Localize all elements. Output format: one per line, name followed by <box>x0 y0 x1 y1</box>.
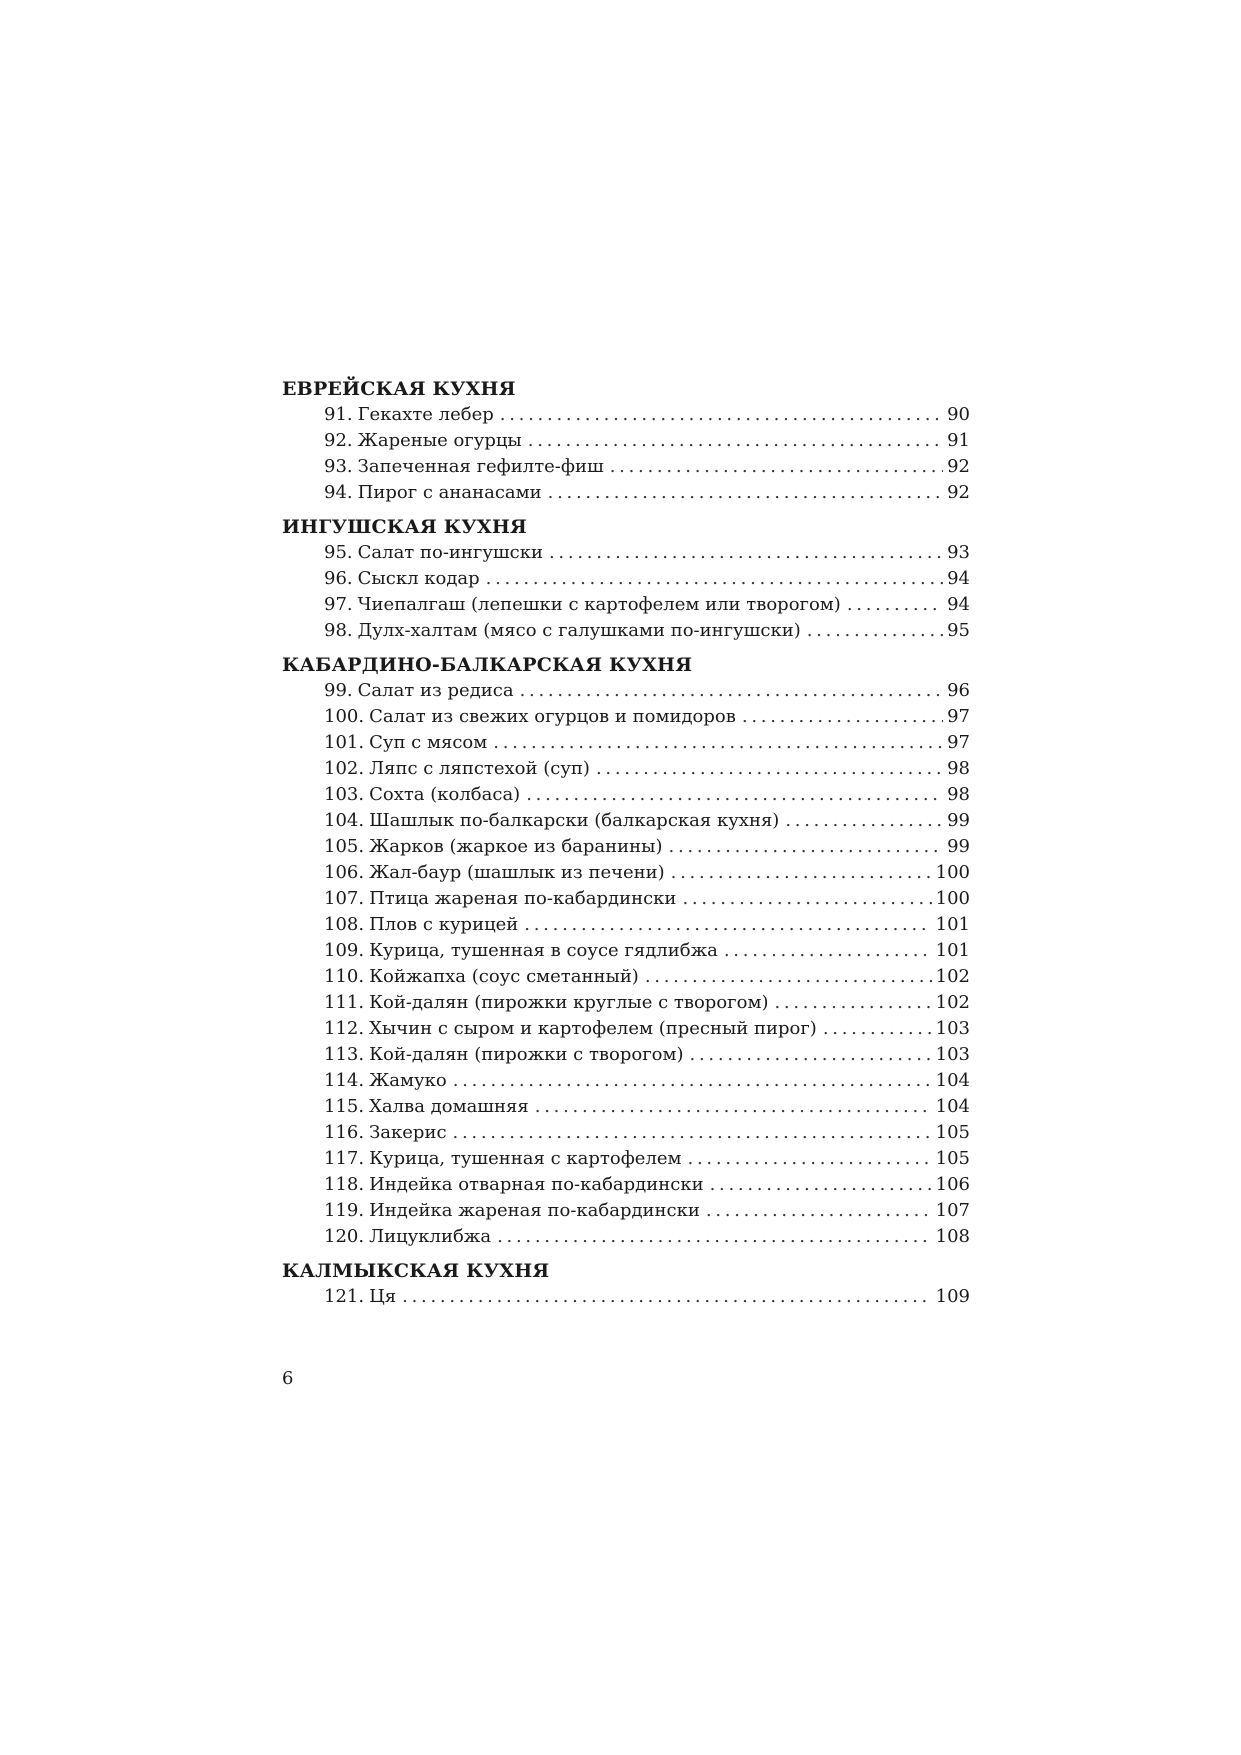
dot-leader <box>645 964 932 990</box>
entry-title: Суп с мясом <box>369 732 488 753</box>
toc-entry <box>282 730 970 756</box>
entry-number: 111. <box>324 992 365 1013</box>
dot-leader <box>524 912 931 938</box>
dot-leader <box>549 540 943 566</box>
entry-title: Кой-далян (пирожки с творогом) <box>369 1044 684 1065</box>
dot-leader <box>486 566 943 592</box>
entry-page: 106 <box>935 1174 970 1195</box>
entry-number: 110. <box>324 966 365 987</box>
toc-entry <box>282 938 970 964</box>
entry-number: 101. <box>324 732 365 753</box>
dot-leader <box>402 1284 932 1310</box>
dot-leader <box>724 938 932 964</box>
entry-title: Пирог с ананасами <box>357 482 542 503</box>
entry-number: 117. <box>324 1148 365 1169</box>
entry-number: 114. <box>324 1070 365 1091</box>
dot-leader <box>493 730 943 756</box>
toc-entry <box>282 1198 970 1224</box>
toc-entry <box>282 964 970 990</box>
entry-number: 105. <box>324 836 365 857</box>
entry-title: Халва домашняя <box>369 1096 529 1117</box>
toc-entry <box>282 1068 970 1094</box>
entry-title: Койжапха (соус сметанный) <box>369 966 639 987</box>
entry-page: 101 <box>935 914 970 935</box>
dot-leader <box>610 454 943 480</box>
dot-leader <box>500 402 943 428</box>
entry-page: 103 <box>935 1018 970 1039</box>
toc-entry <box>282 454 970 480</box>
entry-number: 118. <box>324 1174 365 1195</box>
entry-title: Дулх-халтам (мясо с галушками по-ингушски) <box>357 620 801 641</box>
toc-entry <box>282 1094 970 1120</box>
toc-entry <box>282 540 970 566</box>
entry-number: 113. <box>324 1044 365 1065</box>
dot-leader <box>453 1068 932 1094</box>
entry-title: Жамуко <box>369 1070 447 1091</box>
toc-entry <box>282 678 970 704</box>
dot-leader <box>669 834 944 860</box>
entry-number: 94. <box>324 482 353 503</box>
toc-entry <box>282 808 970 834</box>
toc-entry <box>282 1016 970 1042</box>
entry-number: 116. <box>324 1122 365 1143</box>
entry-title: Жареные огурцы <box>357 430 522 451</box>
dot-leader <box>688 1146 932 1172</box>
dot-leader <box>823 1016 932 1042</box>
entry-page: 108 <box>935 1226 970 1247</box>
entry-page: 90 <box>947 404 970 425</box>
entry-page: 105 <box>935 1148 970 1169</box>
dot-leader <box>710 1172 932 1198</box>
entry-number: 95. <box>324 542 353 563</box>
entry-page: 95 <box>947 620 970 641</box>
toc-entry <box>282 990 970 1016</box>
entry-number: 107. <box>324 888 365 909</box>
entry-number: 98. <box>324 620 353 641</box>
entry-title: Жал-баур (шашлык из печени) <box>369 862 665 883</box>
entry-page: 96 <box>947 680 970 701</box>
entry-page: 105 <box>935 1122 970 1143</box>
toc-entry <box>282 618 970 644</box>
page-number: 6 <box>282 1368 294 1389</box>
entry-title: Салат по-ингушски <box>357 542 543 563</box>
entry-page: 94 <box>947 568 970 589</box>
entry-number: 115. <box>324 1096 365 1117</box>
dot-leader <box>453 1120 932 1146</box>
entry-page: 104 <box>935 1070 970 1091</box>
entry-page: 100 <box>935 888 970 909</box>
entry-number: 96. <box>324 568 353 589</box>
section-title: ЕВРЕЙСКАЯ КУХНЯ <box>282 378 516 400</box>
entry-number: 104. <box>324 810 365 831</box>
entry-title: Шашлык по-балкарски (балкарская кухня) <box>369 810 780 831</box>
toc-entry <box>282 886 970 912</box>
toc-entry <box>282 704 970 730</box>
toc-entry <box>282 402 970 428</box>
dot-leader <box>807 618 943 644</box>
entry-title: Жарков (жаркое из баранины) <box>369 836 663 857</box>
toc-entry <box>282 1172 970 1198</box>
entry-page: 107 <box>935 1200 970 1221</box>
entry-title: Хычин с сыром и картофелем (пресный пирог) <box>369 1018 817 1039</box>
entry-title: Индейка жареная по-кабардински <box>369 1200 700 1221</box>
dot-leader <box>520 678 944 704</box>
entry-number: 99. <box>324 680 353 701</box>
entry-title: Салат из свежих огурцов и помидоров <box>369 706 736 727</box>
toc-entry <box>282 756 970 782</box>
entry-number: 92. <box>324 430 353 451</box>
entry-number: 93. <box>324 456 353 477</box>
dot-leader <box>548 480 943 506</box>
entry-title: Ця <box>369 1286 397 1307</box>
entry-page: 97 <box>947 732 970 753</box>
entry-number: 97. <box>324 594 353 615</box>
toc-entry <box>282 566 970 592</box>
entry-title: Чиепалгаш (лепешки с картофелем или творогом) <box>357 594 841 615</box>
entry-title: Лицуклибжа <box>369 1226 492 1247</box>
entry-page: 98 <box>947 784 970 805</box>
entry-number: 121. <box>324 1286 365 1307</box>
dot-leader <box>785 808 943 834</box>
entry-title: Запеченная гефилте-фиш <box>357 456 604 477</box>
toc-entry <box>282 592 970 618</box>
entry-page: 94 <box>947 594 970 615</box>
toc-entry <box>282 428 970 454</box>
dot-leader <box>526 782 943 808</box>
entry-title: Плов с курицей <box>369 914 519 935</box>
entry-page: 92 <box>947 482 970 503</box>
dot-leader <box>535 1094 932 1120</box>
section-title: КАБАРДИНО-БАЛКАРСКАЯ КУХНЯ <box>282 654 693 676</box>
entry-title: Закерис <box>369 1122 447 1143</box>
entry-title: Салат из редиса <box>357 680 514 701</box>
dot-leader <box>671 860 932 886</box>
entry-title: Гекахте лебер <box>357 404 494 425</box>
dot-leader <box>742 704 943 730</box>
entry-page: 101 <box>935 940 970 961</box>
entry-page: 91 <box>947 430 970 451</box>
entry-page: 104 <box>935 1096 970 1117</box>
entry-page: 100 <box>935 862 970 883</box>
table-of-contents <box>282 376 970 1310</box>
toc-entry <box>282 1146 970 1172</box>
toc-entry <box>282 1120 970 1146</box>
entry-number: 112. <box>324 1018 365 1039</box>
entry-number: 109. <box>324 940 365 961</box>
entry-title: Индейка отварная по-кабардински <box>369 1174 704 1195</box>
section-title: КАЛМЫКСКАЯ КУХНЯ <box>282 1260 550 1282</box>
entry-page: 103 <box>935 1044 970 1065</box>
entry-page: 109 <box>935 1286 970 1307</box>
entry-page: 93 <box>947 542 970 563</box>
entry-number: 91. <box>324 404 353 425</box>
toc-section <box>282 514 970 644</box>
dot-leader <box>690 1042 932 1068</box>
toc-section <box>282 1258 970 1310</box>
dot-leader <box>706 1198 932 1224</box>
section-title: ИНГУШСКАЯ КУХНЯ <box>282 516 527 538</box>
entry-title: Курица, тушенная в соусе гядлибжа <box>369 940 718 961</box>
entry-page: 102 <box>935 992 970 1013</box>
entry-title: Сохта (колбаса) <box>369 784 521 805</box>
toc-entry <box>282 480 970 506</box>
dot-leader <box>847 592 943 618</box>
toc-entry <box>282 1284 970 1310</box>
entry-number: 103. <box>324 784 365 805</box>
entry-page: 102 <box>935 966 970 987</box>
entry-title: Ляпс с ляпстехой (суп) <box>369 758 590 779</box>
dot-leader <box>596 756 943 782</box>
toc-entry <box>282 912 970 938</box>
entry-title: Курица, тушенная с картофелем <box>369 1148 682 1169</box>
toc-entry <box>282 1042 970 1068</box>
dot-leader <box>497 1224 932 1250</box>
toc-entry <box>282 860 970 886</box>
entry-number: 120. <box>324 1226 365 1247</box>
entry-page: 92 <box>947 456 970 477</box>
toc-entry <box>282 782 970 808</box>
toc-entry <box>282 834 970 860</box>
entry-page: 99 <box>947 810 970 831</box>
entry-title: Птица жареная по-кабардински <box>369 888 677 909</box>
entry-title: Сыскл кодар <box>357 568 480 589</box>
entry-number: 119. <box>324 1200 365 1221</box>
entry-title: Кой-далян (пирожки круглые с творогом) <box>369 992 769 1013</box>
toc-section <box>282 376 970 506</box>
toc-entry <box>282 1224 970 1250</box>
entry-page: 99 <box>947 836 970 857</box>
entry-number: 102. <box>324 758 365 779</box>
dot-leader <box>528 428 943 454</box>
entry-number: 106. <box>324 862 365 883</box>
dot-leader <box>774 990 931 1016</box>
entry-page: 97 <box>947 706 970 727</box>
entry-page: 98 <box>947 758 970 779</box>
dot-leader <box>682 886 931 912</box>
entry-number: 100. <box>324 706 365 727</box>
toc-section <box>282 652 970 1250</box>
entry-number: 108. <box>324 914 365 935</box>
